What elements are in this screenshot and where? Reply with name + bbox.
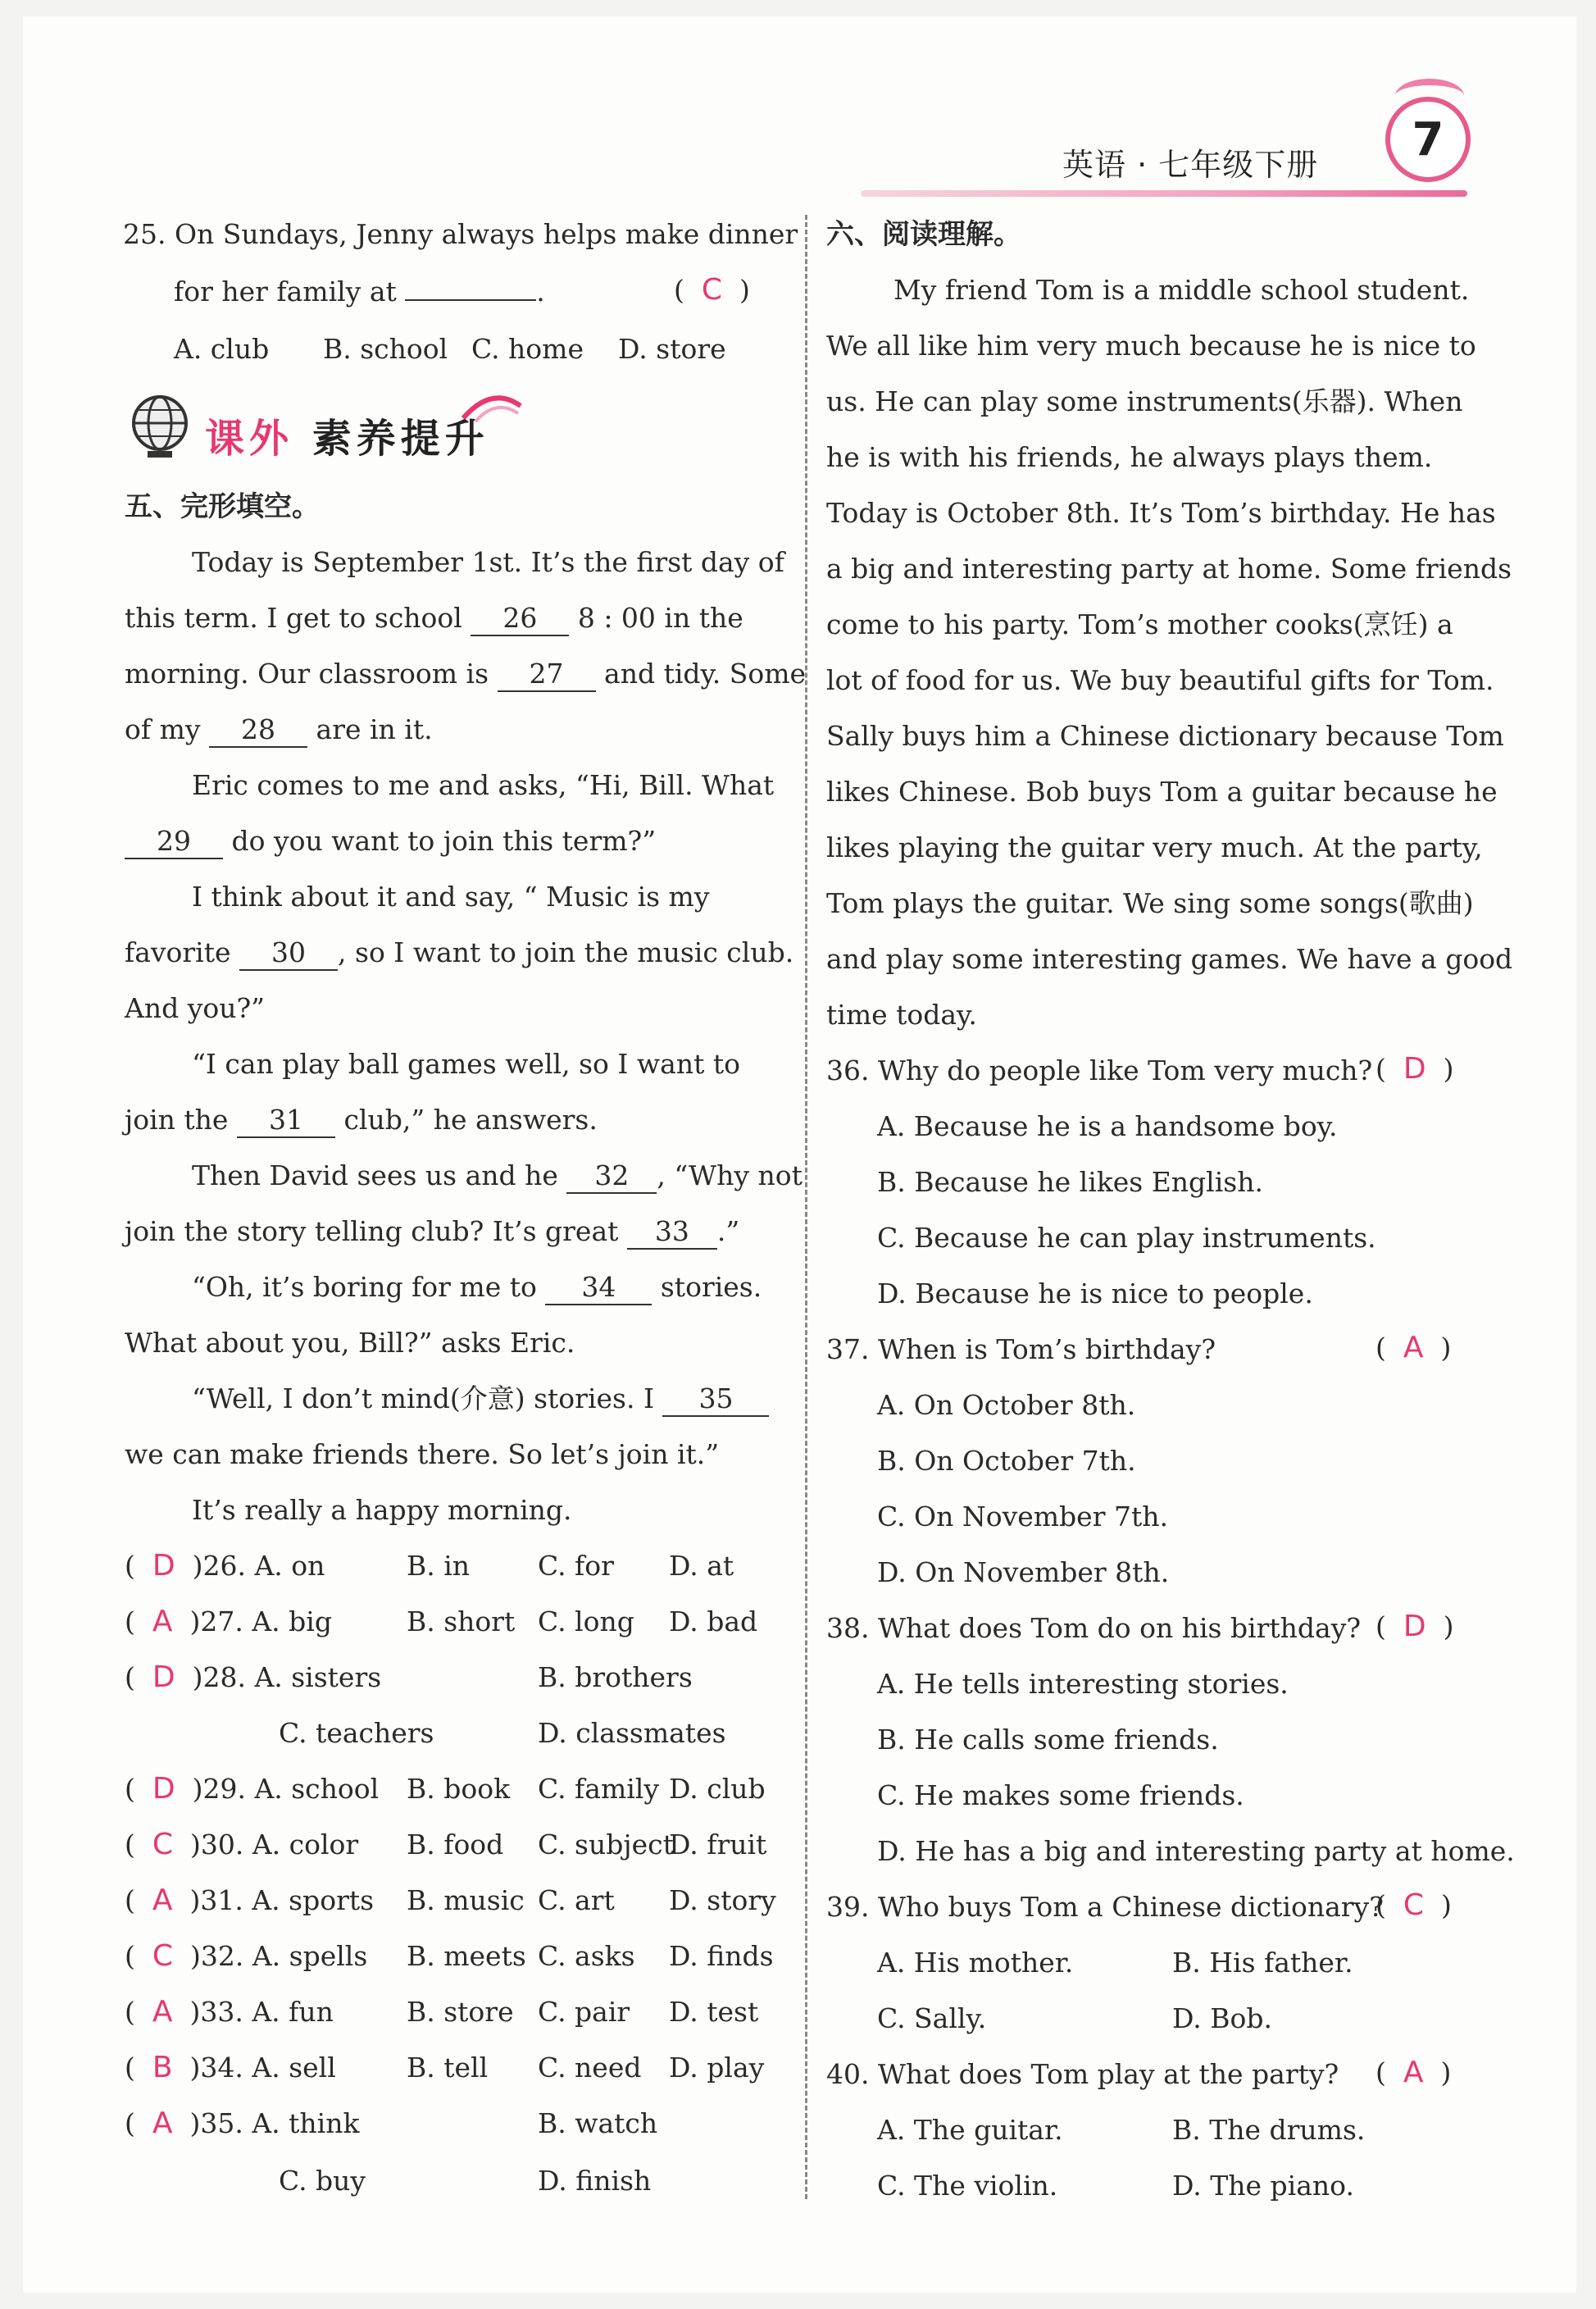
cloze-option: C. need <box>538 2052 642 2084</box>
cloze-option: B. tell <box>407 2052 489 2084</box>
cloze-option: D. bad <box>669 1605 758 1637</box>
q37-stem: 37. When is Tom’s birthday? <box>826 1333 1216 1365</box>
cloze-option: C. for <box>538 1550 614 1582</box>
cloze-option: B. brothers <box>538 1661 693 1693</box>
reading-line: and play some interesting games. We have a good <box>826 943 1513 975</box>
q25-stem-line1: 25. On Sundays, Jenny always helps make dinner <box>123 218 798 250</box>
cloze-option: B. food <box>407 1829 504 1860</box>
cloze-option: D. fruit <box>669 1829 767 1860</box>
passage-line: “I can play ball games well, so I want to <box>192 1048 740 1080</box>
passage-line: It’s really a happy morning. <box>192 1494 572 1526</box>
cloze-option: C. family <box>538 1773 659 1805</box>
q25-answer: ( C ) <box>674 273 750 307</box>
cloze-option: B. in <box>407 1550 471 1582</box>
q40-option: C. The violin. <box>877 2170 1058 2202</box>
reading-line: time today. <box>826 999 977 1031</box>
passage-line: Eric comes to me and asks, “Hi, Bill. What <box>192 769 775 801</box>
cloze-option: C. subject <box>538 1829 674 1860</box>
passage-line: join the 31 club,” he answers. <box>125 1102 598 1138</box>
passage-line: What about you, Bill?” asks Eric. <box>125 1327 575 1359</box>
cloze-question: ( A )35. A. think <box>125 2106 360 2140</box>
reading-line: come to his party. Tom’s mother cooks(烹饪) a <box>826 608 1453 640</box>
reading-line: a big and interesting party at home. Some friends <box>826 553 1512 585</box>
cloze-question: ( A )27. A. big <box>125 1605 332 1638</box>
cloze-option: B. book <box>407 1773 511 1805</box>
q25-blank <box>405 299 536 301</box>
passage-line: this term. I get to school 26 8 : 00 in the <box>125 600 743 636</box>
q39-option: C. Sally. <box>877 2002 987 2034</box>
cloze-question: ( C )30. A. color <box>125 1828 359 1861</box>
header-rule <box>861 190 1467 197</box>
q38-answer: ( D ) <box>1375 1610 1454 1643</box>
q39-option: B. His father. <box>1172 1947 1353 1979</box>
subject-title: 英语 · 七年级下册 <box>1062 147 1319 183</box>
cloze-question: ( A )31. A. sports <box>125 1883 375 1917</box>
cloze-option: D. at <box>669 1550 734 1582</box>
passage-line: morning. Our classroom is 27 and tidy. Some <box>125 656 806 692</box>
reading-line: Tom plays the guitar. We sing some songs(歌曲) <box>826 887 1474 919</box>
cloze-option: C. pair <box>538 1996 630 2028</box>
cloze-option: D. finds <box>669 1940 774 1972</box>
reading-line: likes playing the guitar very much. At the party, <box>826 831 1483 863</box>
passage-line: Then David sees us and he 32 , “Why not <box>192 1158 803 1194</box>
q39-answer: ( C ) <box>1375 1888 1452 1922</box>
q40-answer: ( A ) <box>1375 2056 1452 2089</box>
cloze-question: ( A )33. A. fun <box>125 1995 334 2029</box>
globe-icon <box>123 389 197 462</box>
q25-option-c: C. home <box>471 333 584 365</box>
reading-line: us. He can play some instruments(乐器). When <box>826 385 1463 417</box>
cloze-option: D. story <box>669 1884 776 1916</box>
q38-option: D. He has a big and interesting party at home. <box>877 1835 1515 1867</box>
cloze-question: ( D )28. A. sisters <box>125 1660 382 1694</box>
q36-option: A. Because he is a handsome boy. <box>877 1110 1338 1142</box>
cloze-question: ( D )26. A. on <box>125 1549 325 1583</box>
reading-line: Sally buys him a Chinese dictionary because Tom <box>826 720 1504 752</box>
q38-option: B. He calls some friends. <box>877 1724 1219 1756</box>
q25-option-a: A. club <box>174 333 270 365</box>
passage-line: of my 28 are in it. <box>125 712 433 748</box>
passage-line: “Well, I don’t mind(介意) stories. I 35 <box>192 1381 769 1417</box>
cloze-option: C. long <box>538 1605 634 1637</box>
cloze-option: C. art <box>538 1884 615 1916</box>
passage-line: “Oh, it’s boring for me to 34 stories. <box>192 1269 762 1305</box>
q25-option-b: B. school <box>323 333 448 365</box>
q36-option: D. Because he is nice to people. <box>877 1277 1313 1309</box>
q36-option: C. Because he can play instruments. <box>877 1222 1376 1254</box>
reading-line: We all like him very much because he is nice to <box>826 330 1476 362</box>
cloze-option: B. short <box>407 1605 516 1637</box>
passage-line: And you?” <box>125 992 266 1024</box>
q40-option: D. The piano. <box>1172 2170 1354 2202</box>
q37-option: B. On October 7th. <box>877 1445 1136 1477</box>
q37-answer: ( A ) <box>1375 1331 1452 1364</box>
passage-line: I think about it and say, “ Music is my <box>192 881 710 913</box>
cloze-option: B. music <box>407 1884 525 1916</box>
q36-answer: ( D ) <box>1375 1052 1454 1086</box>
passage-line: Today is September 1st. It’s the first day of <box>192 546 784 578</box>
cloze-option: D. finish <box>538 2165 652 2197</box>
q40-option: B. The drums. <box>1172 2114 1366 2146</box>
q37-option: A. On October 8th. <box>877 1389 1136 1421</box>
q39-stem: 39. Who buys Tom a Chinese dictionary? <box>826 1891 1384 1923</box>
cloze-option: D. play <box>669 2052 765 2084</box>
section-banner: 课外 素养提升 <box>205 416 489 462</box>
q39-option: D. Bob. <box>1172 2002 1272 2034</box>
cloze-option: C. asks <box>538 1940 635 1972</box>
q38-stem: 38. What does Tom do on his birthday? <box>826 1612 1362 1644</box>
cloze-option: C. buy <box>279 2165 366 2197</box>
page-number: 7 <box>1385 97 1471 182</box>
reading-line: lot of food for us. We buy beautiful gifts for Tom. <box>826 664 1494 696</box>
cloze-option: B. meets <box>407 1940 526 1972</box>
cloze-option: B. store <box>407 1996 514 2028</box>
q40-stem: 40. What does Tom play at the party? <box>826 2058 1339 2090</box>
q39-option: A. His mother. <box>877 1947 1074 1979</box>
q25-stem-line2: for her family at . <box>174 276 545 307</box>
section5-title: 五、完形填空。 <box>125 490 320 523</box>
cloze-option: D. test <box>669 1996 759 2028</box>
reading-line: he is with his friends, he always plays them. <box>826 441 1433 473</box>
cloze-question: ( D )29. A. school <box>125 1772 380 1806</box>
column-divider <box>805 215 807 2199</box>
passage-line: join the story telling club? It’s great 33 .” <box>125 1214 739 1250</box>
passage-line: 29 do you want to join this term?” <box>125 823 656 859</box>
q40-option: A. The guitar. <box>877 2114 1063 2146</box>
cloze-option: D. classmates <box>538 1717 726 1749</box>
banner-swoosh-icon <box>459 385 525 426</box>
cloze-option: C. teachers <box>279 1717 434 1749</box>
cloze-question: ( B )34. A. sell <box>125 2051 336 2084</box>
q38-option: C. He makes some friends. <box>877 1779 1244 1811</box>
cloze-question: ( C )32. A. spells <box>125 1939 368 1973</box>
passage-line: we can make friends there. So let’s join it.” <box>125 1438 720 1470</box>
q36-option: B. Because he likes English. <box>877 1166 1263 1198</box>
q37-option: D. On November 8th. <box>877 1556 1170 1588</box>
cloze-option: D. club <box>669 1773 766 1805</box>
reading-line: Today is October 8th. It’s Tom’s birthday. He has <box>826 497 1496 529</box>
section6-title: 六、阅读理解。 <box>826 218 1021 251</box>
q38-option: A. He tells interesting stories. <box>877 1668 1289 1700</box>
q36-stem: 36. Why do people like Tom very much? <box>826 1054 1373 1086</box>
q37-option: C. On November 7th. <box>877 1501 1168 1533</box>
q25-option-d: D. store <box>618 333 726 365</box>
passage-line: favorite 30 , so I want to join the music club. <box>125 935 793 971</box>
reading-line: likes Chinese. Bob buys Tom a guitar because he <box>826 776 1498 808</box>
cloze-option: B. watch <box>538 2107 658 2139</box>
reading-line: My friend Tom is a middle school student. <box>893 274 1470 306</box>
